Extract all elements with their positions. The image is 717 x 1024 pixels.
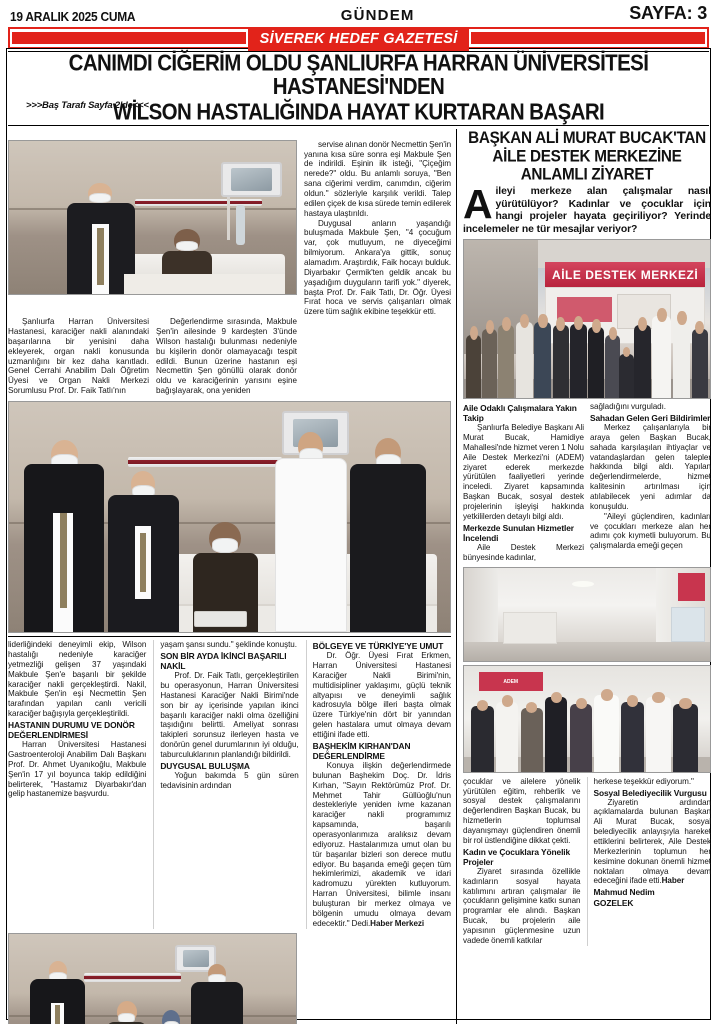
bcol3-subheading-2: BAŞHEKİM KIRHAN'DAN DEĞERLENDİRME <box>312 740 411 761</box>
main-photo-2 <box>8 401 451 633</box>
bcol1-subheading-1: HASTANIN DURUMU VE DONÖR DEĞERLENDİRMESİ <box>8 719 135 741</box>
side-c1-subheading-2: Merkezde Sunulan Hizmetler İncelendi <box>463 522 574 543</box>
bcol2-paragraph-1: yaşam şansı sundu." şeklinde konuştu. <box>160 640 297 650</box>
main-headline-box <box>8 51 709 126</box>
photo3-figure-man-2 <box>190 962 245 1024</box>
bcol3-paragraph-1: Dr. Öğr. Üyesi Fırat Erkmen, Harran Üniversitesi Hastanesi Karaciğer Nakli Birimi'nin, multidisipliner yaklaşımı, güçlü teknik altyapısı ve deneyimli sağlık kadrosuyla bölge illeri başta olmak üzere Türkiye'nin dört bir yanından gelen hastalara umut olmaya devam ettiğini ifade etti. <box>312 651 451 740</box>
side-c2-paragraph-2: "Aileyi güçlendiren, kadınları ve çocukları merkeze alan her adımı çok kıymetli buluyorum. Bu çalışmalarda emeği geçen <box>590 511 711 551</box>
masthead-section-title: GÜNDEM <box>340 7 415 24</box>
side-b2-byline-surname: GOZELEK <box>593 898 634 909</box>
bcol1-paragraph-1: liderliğindeki deneyimli ekip, Wilson hastalığı nedeniyle karaciğer yetmezliği gelişen 37 yaşındaki Makbule Şen'e başarılı bir şekilde karaciğer nakli gerçekleştirdi. Nakil, Makbule Şen'in eşi Necmettin Şen tarafından yapılan canlı vericili karaciğer bağışıyla gerçekleştirildi. <box>8 640 147 719</box>
side-c2-paragraph-0: sağladığını vurguladı. <box>590 402 666 412</box>
side-story-lead <box>463 181 711 239</box>
side-c2-paragraph-1: Merkez çalışanlarıyla bir araya gelen Başkan Bucak, sahada karşılaşılan ihtiyaçlar ve vatandaşlardan gelen talepler hakkında bilgi aldı. Yapılan değerlendirmelerde, hizmet kalitesinin artırılması için atılabilecek yeni adımlar da konuşuldu. <box>590 422 711 511</box>
side-col-2 <box>590 402 711 563</box>
side-b2-paragraph-1: herkese teşekkür ediyorum." <box>593 776 694 786</box>
main-story-bottom-columns <box>8 636 451 1024</box>
side-headline-line-2: AİLE DESTEK MERKEZİNE <box>492 147 682 166</box>
masthead-page-number: SAYFA: 3 <box>629 3 707 23</box>
photo-figure-doctor <box>274 430 349 632</box>
bcol1-paragraph-2: Harran Üniversitesi Hastanesi Gastroenteroloji Anabilim Dalı Başkanı Prof. Dr. Ahmet Uyanıkoğlu, Makbule Şen'in 17 yıl boyunca takip edildiğini belirterek, "Hastamız Diyarbakır'dan gelip hastanemize başvurdu. <box>8 740 147 799</box>
side-bottom-col-1 <box>463 777 581 946</box>
photo3-figure-woman <box>153 1010 190 1024</box>
main-col2-paragraph-1: Değerlendirme sırasında, Makbule Şen'in ailesinde 9 kardeşten 3'ünde Wilson hastalığı bulunması nedeniyle bu kişilerin donör olamayacağı tespit edildi. Bunun üzerine hastanın eşi Necmettin Şen gönüllü olarak donör oldu ve karaciğerinin yarısını eşine bağışlayarak, ona yeniden <box>156 317 297 396</box>
main-bottom-col-1 <box>8 640 146 929</box>
continuation-reference: >>>Baş Tarafı Sayfa 2'de<<< <box>26 100 149 111</box>
main-photo-3 <box>8 933 297 1024</box>
photo-figure-4 <box>349 434 428 632</box>
main-bottom-col-3 <box>306 640 451 929</box>
main-headline <box>8 50 709 126</box>
side-photo-3: ADEM <box>463 665 711 773</box>
side-headline-line-3: ANLAMLI ZİYARET <box>520 165 654 184</box>
photo3-figure-patient <box>104 1001 150 1024</box>
bcol2-subheading-2: DUYGUSAL BULUŞMA <box>160 760 250 771</box>
side-story-dropcap: A <box>463 181 493 228</box>
bcol3-paragraph-2: Konuya ilişkin değerlendirmede bulunan Başhekim Doç. Dr. İdris Kırhan, "Sayın Rektörümüz Prof. Dr. Mehmet Tahir Güllüoğlu'nun destekleriyle yeniden ivme kazanan karaciğer nakli programımız kapsamında, başarılı operasyonlarımıza aralıksız devam ediyoruz. Hastalarımıza umut olan bu tür başarılar bizleri son derece mutlu ediyor. Bu başarıda emeği geçen tüm hekimlerimizi, akademik ve idari kadromuzu yürekten kutluyorum. Harran Üniversitesi, bilimle insanı buluşturan bir merkez olmaya ve bölgenin umudu olmaya devam edecektir." Dedi.Haber Merkezi <box>312 761 451 928</box>
side-b1-paragraph-1: çocuklar ve ailelere yönelik yürütülen eğitim, rehberlik ve sosyal destek çalışmalarını değerlendiren Başkan Bucak, bu hizmetlerin toplumsal dayanışmayı güçlendiren önemli bir rol üstlendiğine dikkat çekti. <box>463 776 581 845</box>
main-headline-line-2: WİLSON HASTALIĞINDA HAYAT KURTARAN BAŞARI <box>112 99 605 126</box>
photo3-figure-man <box>29 959 86 1024</box>
side-c1-paragraph-1: Şanlıurfa Belediye Başkanı Ali Murat Bucak, Hamidiye Mahallesi'nde hizmet veren 1 Nolu Aile Destek Merkezi'ni (ADEM) ziyaret ederek merkezde yürütülen faaliyetleri yerinde inceledi. Ziyaret kapsamında Başkan Bucak, sosyal destek projelerinin işleyişi hakkında yetkililerden detaylı bilgi aldı. <box>463 423 584 521</box>
bcol2-subheading-1: SON BİR AYDA İKİNCİ BAŞARILI NAKİL <box>160 650 287 671</box>
side-col-1 <box>463 402 584 563</box>
side-c1-paragraph-2: Aile Destek Merkezi bünyesinde kadınlar, <box>463 542 584 562</box>
side-headline <box>463 126 711 188</box>
banner-bar-left <box>12 32 246 44</box>
side-photo-2 <box>463 567 711 662</box>
photo-figure-2 <box>106 466 181 632</box>
main-headline-line-1: CANIMDI CİĞERİM OLDU ŞANLIURFA HARRAN ÜNİVERSİTESİ HASTANESİ'NDEN <box>68 50 649 100</box>
page-content <box>8 129 709 1024</box>
main-col3-paragraph-1: servise alınan donör Necmettin Şen'in yanına kısa süre sonra eşi Makbule Şen de indirildi. Eşinin ilk isteği, "Çiçeğim nerede?" oldu. Bu anlamlı soruya, "Ben sana ciğerimi verdim, canımdın, ciğerim oldun." sözleriyle karşılık verildi. Talep edilen çiçek de kısa sürede temin edilerek hastaya ulaştırıldı. <box>304 139 452 218</box>
masthead <box>6 0 711 26</box>
masthead-date: 19 ARALIK 2025 CUMA <box>10 9 136 24</box>
side-story-lead-text: ileyi merkeze alan çalışmalar nasıl yürütülüyor? Kadınlar ve çocuklar için hangi projeler hayata geçiriliyor? Yerinde incelemeler ne tür mesajlar veriyor? <box>463 186 711 235</box>
main-photo-1 <box>8 140 297 295</box>
main-col3-paragraph-2: Duygusal anların yaşandığı buluşmada Makbule Şen, "4 çocuğum var, çok mutluyum, ne diyeceğimi bilmiyorum. Ankara'ya gittik, sonuç alamadım. Araştırdık, Faik hocayı bulduk. Diyarbakır Çermik'ten geldik ancak bu yaşadığım duyguların tarifi yok." diyerek, başta Prof. Dr. Faik Tatlı, Dr. Öğr. Üyesi Fırat hoca ve servis çalışanları olmak üzere tüm sağlık ekibine teşekkür etti. <box>304 218 451 317</box>
side-story-zone <box>456 129 711 1024</box>
newspaper-nameplate-banner <box>8 27 709 49</box>
side-c2-subheading-1: Sahadan Gelen Geri Bildirimler <box>590 412 711 423</box>
shop-sign: AİLE DESTEK MERKEZİ <box>545 262 705 287</box>
bcol2-paragraph-3: Yoğun bakımda 5 gün süren tedavisinin ardından <box>160 770 299 790</box>
side-b1-subheading-1: Kadın ve Çocuklara Yönelik Projeler <box>463 846 571 867</box>
side-headline-line-1: BAŞKAN ALİ MURAT BUCAK'TAN <box>468 128 706 147</box>
main-col1-paragraph-1: Şanlıurfa Harran Üniversitesi Hastanesi, karaciğer nakli alanındaki başarılarına bir yenisini daha ekleyerek, organ nakli konusunda uzmanlığını bir kez daha kanıtladı. Genel Cerrahi Anabilim Dalı Öğretim Üyesi ve Organ Nakli Merkezi Sorumlusu Prof. Dr. Faik Tatlı'nın <box>8 317 149 396</box>
photo-figure-1 <box>22 434 106 632</box>
bcol3-byline: Haber Merkezi <box>370 918 425 928</box>
side-photo-1 <box>463 239 711 399</box>
side-b1-paragraph-2: Ziyaret sırasında özellikle kadınların sosyal hayata katılımını artıran çalışmalar ile çocukların gelişimine katkı sunan programlar ele alındı. Başkan Bucak, bu projelerin aile yapısının güçlenmesine uzun vadede önemli katkılar <box>463 866 581 945</box>
banner-bar-right <box>471 32 705 44</box>
bcol3-subheading-1: BÖLGEYE VE TÜRKİYE'YE UMUT <box>312 641 444 652</box>
side-b2-subheading-1: Sosyal Belediyecilik Vurgusu <box>593 787 707 798</box>
side-c1-subheading-1: Aile Odaklı Çalışmalara Yakın Takip <box>463 403 577 424</box>
main-bottom-col-2 <box>153 640 298 929</box>
side-b2-byline-name: Mahmud Nedim <box>593 887 655 898</box>
side-bottom-col-2 <box>587 777 712 946</box>
main-story-zone <box>8 129 456 1024</box>
side-b2-paragraph-2: Ziyaretin ardından açıklamalarda bulunan Başkan Ali Murat Bucak, sosyal belediyecilik anlayışıyla hareket ettiklerini belirterek, Aile Destek Merkezlerinin toplumun her kesimine dokunan önemli hizmet noktaları olmaya devam edeceğini ifade etti.Haber <box>593 797 711 886</box>
bcol2-paragraph-2: Prof. Dr. Faik Tatlı, gerçekleştirilen bu operasyonun, Harran Üniversitesi Hastanesi Karaciğer Nakli Birimi'nde son bir ay içerisinde yapılan ikinci başarılı karaciğer nakli olma özelliğini taşıdığını belirtti. Ameliyat sonrası takipleri sorunsuz ilerleyen hasta ve donörün genel durumlarının iyi olduğu, taburculuklarının planlandığı bildirildi. <box>160 671 299 759</box>
newspaper-name: SİVEREK HEDEF GAZETESİ <box>248 28 470 51</box>
